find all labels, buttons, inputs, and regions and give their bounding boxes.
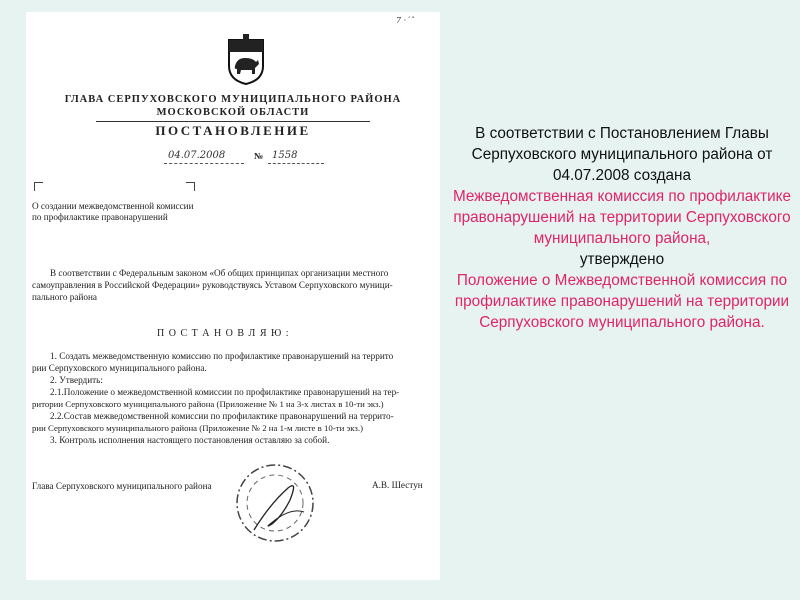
item-1-line-1: 1. Создать межведомственную комиссию по профилактике правонарушений на террито (50, 351, 394, 361)
corner-handwritten-note: 7 ·´ˆ (396, 16, 415, 25)
item-2-2-line-2: рии Серпуховского муниципального района (Приложение № 2 на 1-м листе в 10-ти экз.) (32, 423, 364, 433)
item-2: 2. Утвердить: (50, 375, 103, 385)
official-stamp (232, 460, 318, 546)
item-3: 3. Контроль исполнения настоящего постановления оставляю за собой. (50, 435, 330, 445)
date-underline (164, 163, 244, 164)
subject-corner-right (186, 182, 195, 191)
preamble-line-1: В соответствии с Федеральным законом «Об общих принципах организации местного (50, 268, 389, 278)
summary-approved: утверждено (579, 251, 665, 268)
summary-text (452, 123, 792, 333)
decree-word: П О С Т А Н О В Л Я Ю : (157, 328, 290, 339)
date-handwritten: 04.07.2008 (168, 150, 226, 161)
item-2-1-line-1: 2.1.Положение о межведомственной комиссии по профилактике правонарушений на тер- (50, 387, 400, 397)
number-handwritten: 1558 (272, 150, 298, 161)
preamble-line-3: пального района (32, 292, 97, 302)
subject-corner-left (34, 182, 43, 191)
header-line-1: ГЛАВА СЕРПУХОВСКОГО МУНИЦИПАЛЬНОГО РАЙОНА (64, 94, 402, 105)
item-2-1-line-2: ритории Серпуховского муниципального района (Приложение № 1 на 3-х листах в 10-ти экз.) (32, 399, 384, 409)
header-rule (96, 121, 370, 122)
summary-commission: Межведомственная комиссия по профилактике правонарушений на территории Серпуховского муниципального района, (452, 188, 792, 247)
signature-name: А.В. Шестун (372, 480, 423, 490)
signature-role: Глава Серпуховского муниципального района (32, 481, 212, 491)
item-1-line-2: рии Серпуховского муниципального района. (32, 363, 207, 373)
summary-regulation: Положение о Межведомственной комиссия по профилактике правонарушений на территории Серпуховского муниципального района. (454, 272, 790, 331)
item-2-2-line-1: 2.2.Состав межведомственной комиссии по профилактике правонарушений на террито- (50, 411, 394, 421)
date-number-line (164, 150, 354, 166)
preamble-line-2: самоуправления в Российской Федерации» руководствуясь Уставом Серпуховского муници- (32, 280, 393, 290)
number-underline (268, 163, 324, 164)
subject-line-1: О создании межведомственной комиссии (32, 201, 194, 211)
document-title: ПОСТАНОВЛЕНИЕ (155, 123, 311, 138)
number-prefix: № (254, 151, 264, 161)
document-scan (26, 12, 440, 580)
header-line-2: МОСКОВСКОЙ ОБЛАСТИ (156, 107, 310, 118)
coat-of-arms-emblem (225, 32, 267, 86)
subject-line-2: по профилактике правонарушений (32, 212, 168, 222)
summary-intro: В соответствии с Постановлением Главы Серпуховского муниципального района от 04.07.2008 создана (471, 125, 773, 184)
